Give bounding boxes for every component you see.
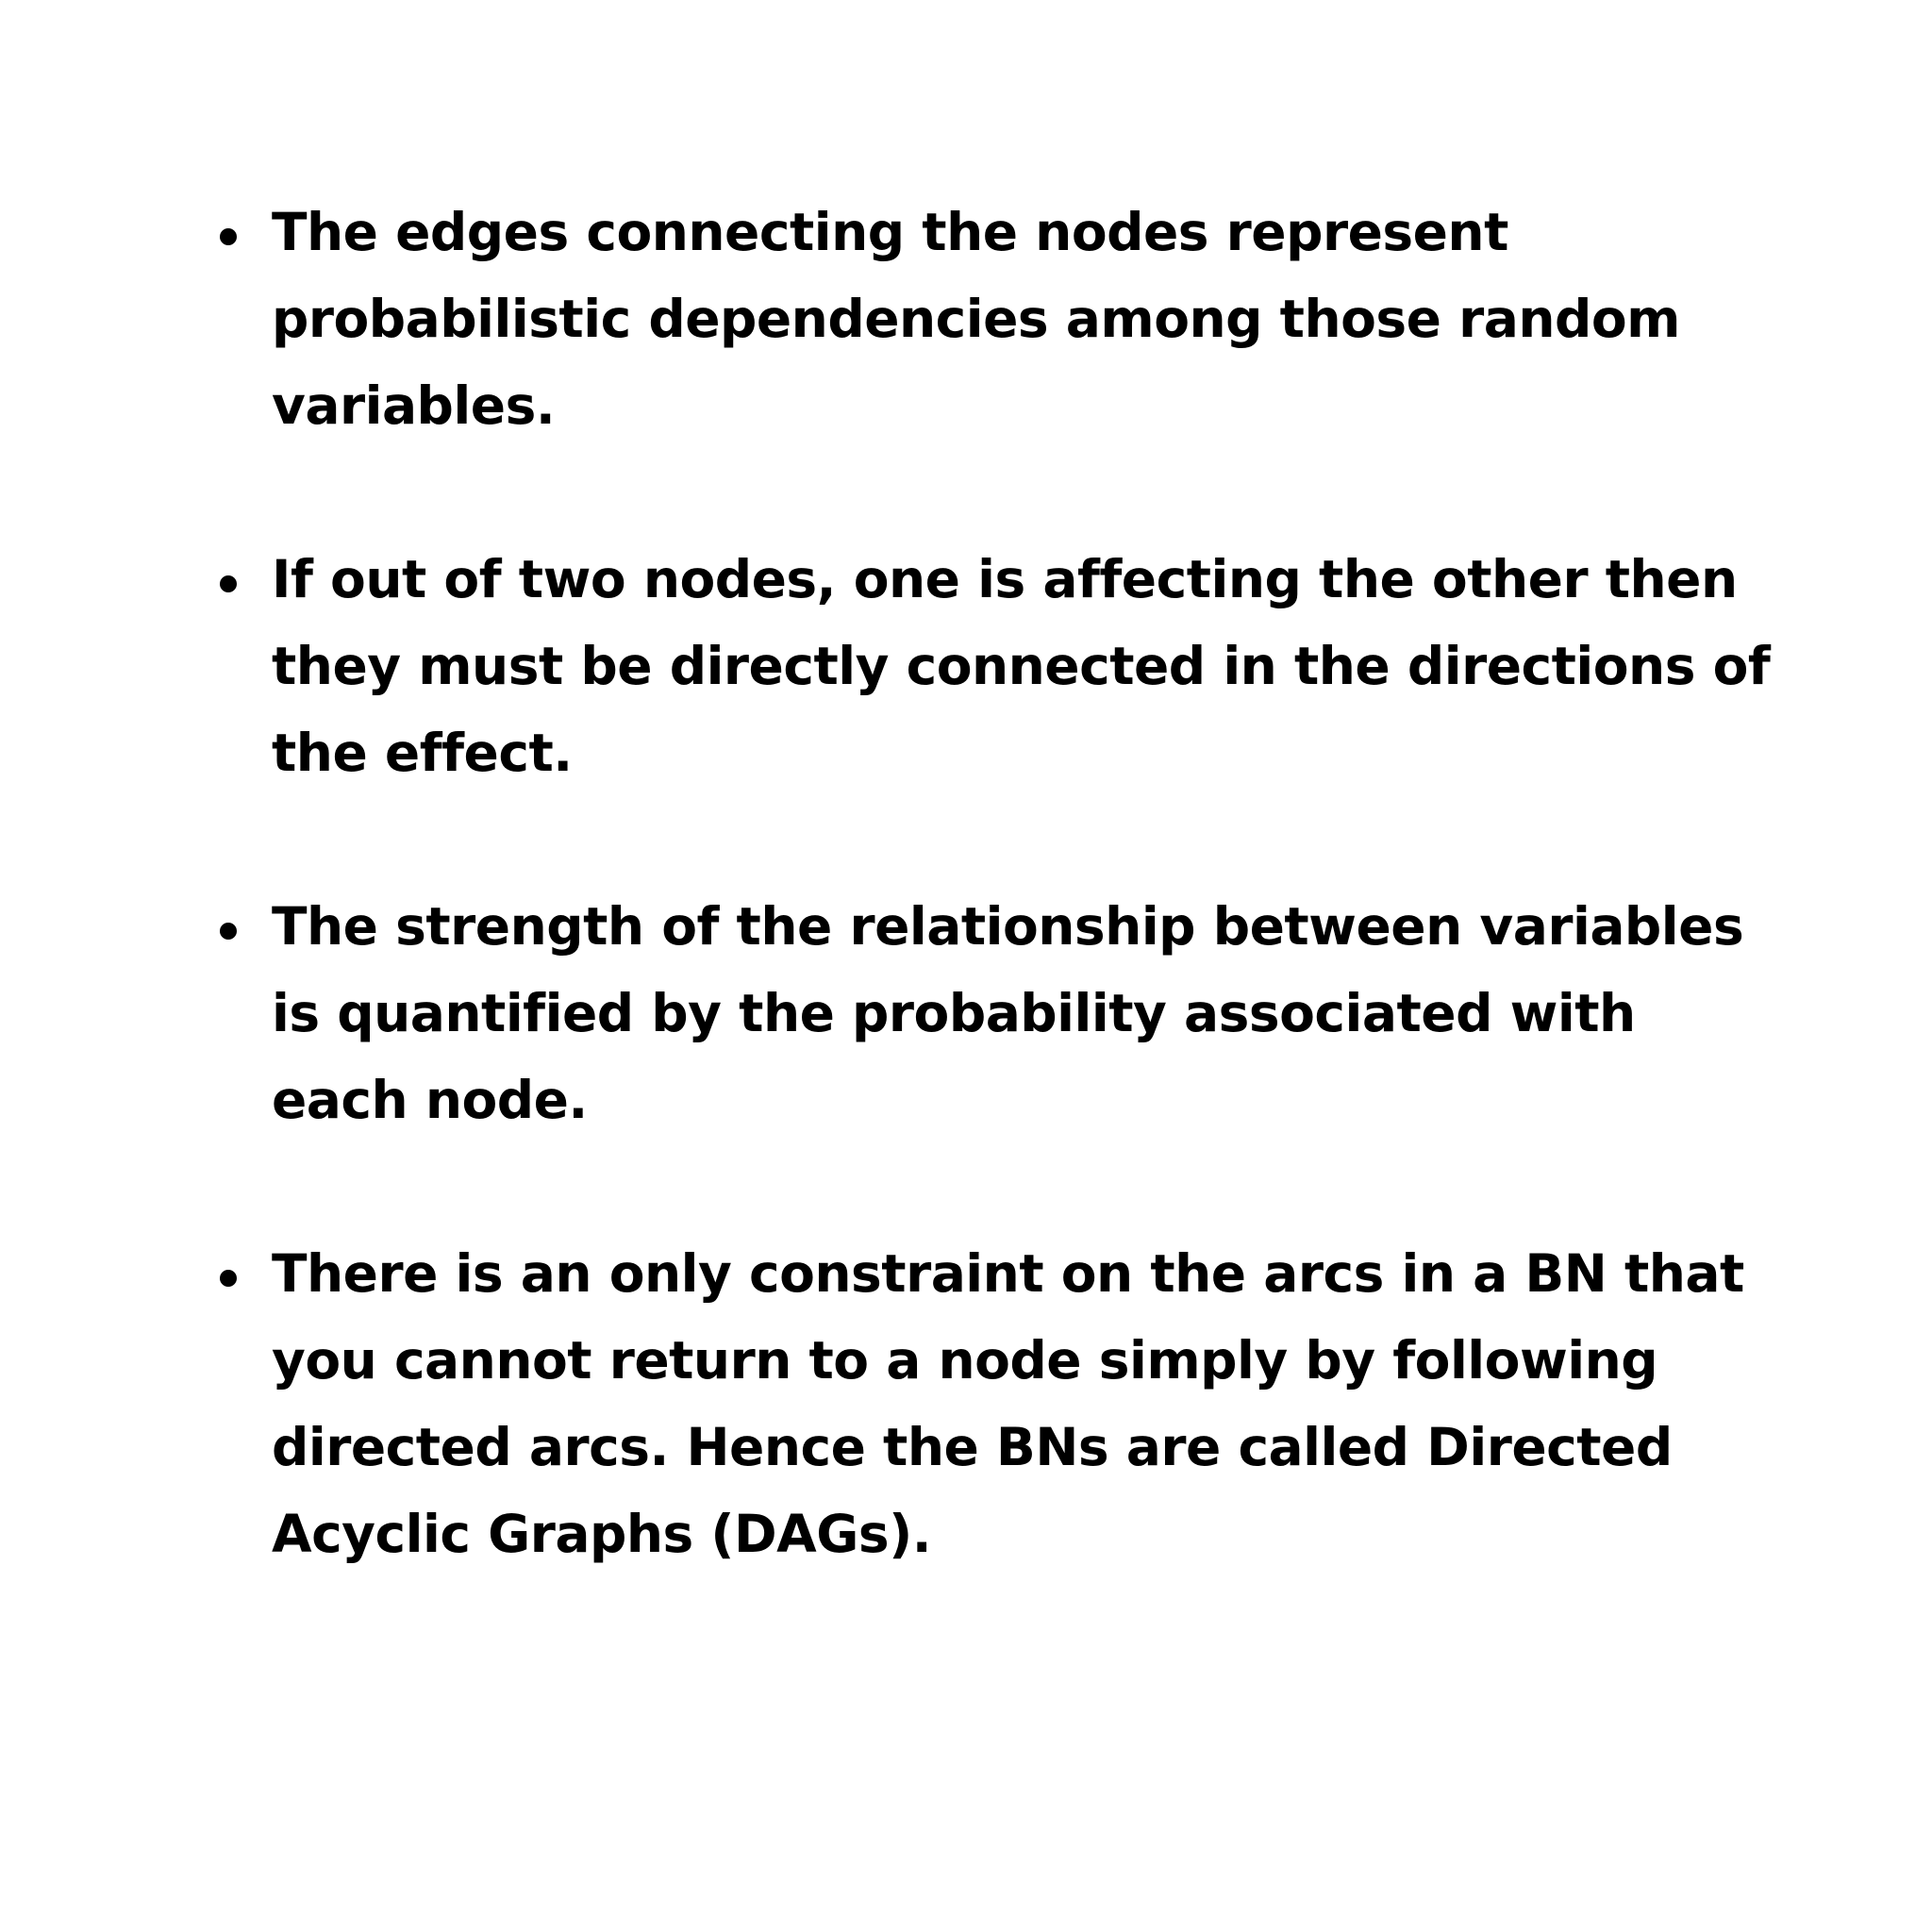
bullet-line: Acyclic Graphs (DAGs). bbox=[272, 1504, 932, 1564]
bullet-line: probabilistic dependencies among those random bbox=[272, 289, 1680, 349]
bullet-line: is quantified by the probability associated with bbox=[272, 983, 1636, 1043]
bullet-line: There is an only constraint on the arcs in a BN that bbox=[272, 1243, 1744, 1304]
bullet-line: If out of two nodes, one is affecting the other then bbox=[272, 549, 1738, 609]
bullet-line: The edges connecting the nodes represent bbox=[272, 202, 1508, 262]
bullet-item-edges bbox=[272, 189, 1781, 449]
bullet-list bbox=[272, 189, 1781, 1664]
bullet-line: The strength of the relationship between variables bbox=[272, 896, 1744, 957]
bullet-item-dag-constraint bbox=[272, 1230, 1781, 1577]
bullet-item-relationship-strength bbox=[272, 883, 1781, 1143]
bullet-point-icon bbox=[220, 575, 237, 592]
bullet-line: the effect. bbox=[272, 723, 573, 783]
bullet-item-direct-connection bbox=[272, 536, 1781, 796]
bullet-line: each node. bbox=[272, 1070, 588, 1130]
bullet-line: variables. bbox=[272, 375, 556, 436]
bullet-line: they must be directly connected in the directions of bbox=[272, 636, 1771, 696]
bullet-point-icon bbox=[220, 1270, 237, 1287]
bullet-point-icon bbox=[220, 228, 237, 245]
bullet-line: directed arcs. Hence the BNs are called Directed bbox=[272, 1417, 1673, 1477]
bullet-line: you cannot return to a node simply by following bbox=[272, 1330, 1658, 1391]
bullet-point-icon bbox=[220, 923, 237, 940]
